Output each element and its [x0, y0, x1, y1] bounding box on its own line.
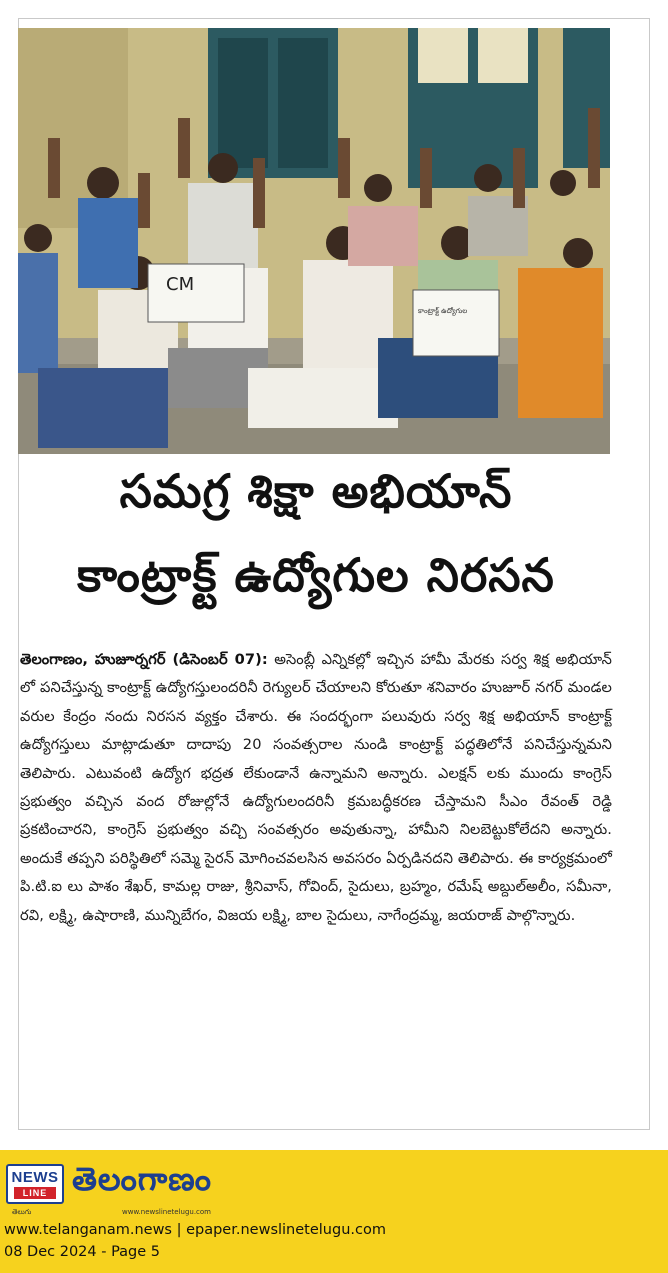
footer-website-links: www.telanganam.news | epaper.newslinetelugu.com: [4, 1222, 386, 1238]
logo-subtitle: తెలుగు: [12, 1208, 32, 1216]
article-dateline: తెలంగాణం, హుజూర్నగర్ (డిసెంబర్ 07):: [20, 651, 268, 668]
article-body: [20, 646, 612, 930]
article-text: అసెంబ్లీ ఎన్నికల్లో ఇచ్చిన హామీ మేరకు సర్వ శిక్ష అభియాన్ లో పనిచేస్తున్న కాంట్రాక్ట్ ఉద్యోగస్తులందరినీ రెగ్యులర్ చేయాలని కోరుతూ శనివారం హుజూర్ నగర్ మండల వరుల కేంద్రం నందు నిరసన వ్యక్తం చేశారు. ఈ సందర్భంగా పలువురు సర్వ శిక్ష అభియాన్ కాంట్రాక్ట్ ఉద్యోగస్తులు మాట్లాడుతూ దాదాపు 20 సంవత్సరాల నుండి కాంట్రాక్ట్ పద్ధతిలోనే పనిచేస్తున్నమని తెలిపారు. ఎటువంటి ఉద్యోగ భద్రత లేకుండానే ఉన్నామని అన్నారు. ఎలక్షన్ లకు ముందు కాంగ్రెస్ ప్రభుత్వం వచ్చిన వంద రోజుల్లోనే ఉద్యోగులందరినీ క్రమబద్ధీకరణ చేస్తామని సీఎం రేవంత్ రెడ్డి ప్రకటించారని, కాంగ్రెస్ ప్రభుత్వం వచ్చి సంవత్సరం అవుతున్నా, హామీని నిలబెట్టుకోలేదని అన్నారు. అందుకే తప్పని పరిస్థితిలో సమ్మె సైరన్ మోగించవలసిన అవసరం ఏర్పడినదని తెలిపారు. ఈ కార్యక్రమంలో పి.టి.ఐ లు పాశం శేఖర్, కామల్ల రాజు, శ్రీనివాస్, గోవింద్, సైదులు, బ్రహ్మం, రమేష్ అబ్దుల్అలీం, సమీనా, రవి, లక్ష్మి, ఉషారాణి, మున్నిబేగం, విజయ లక్ష్మి, బాల సైదులు, నాగేంద్రమ్మ, జయరాజ్ పాల్గొన్నారు.: [20, 651, 613, 924]
logo-news-text: NEWS: [11, 1169, 59, 1186]
placard-left-text: CM: [166, 274, 195, 295]
epaper-footer: [0, 1150, 668, 1273]
headline-line-1: సమగ్ర శిక్షా అభియాన్: [119, 464, 513, 518]
protest-photo: [18, 28, 610, 454]
headline-line-2: కాంట్రాక్ట్ ఉద్యోగుల నిరసన: [77, 548, 555, 602]
footer-date-page: 08 Dec 2024 - Page 5: [4, 1244, 161, 1260]
protest-photo-graphic: [18, 28, 610, 454]
telanganam-brand: తెలంగాణం: [72, 1160, 212, 1198]
brand-url: www.newslinetelugu.com: [122, 1208, 211, 1216]
placard-right-text: కాంట్రాక్ట్ ఉద్యోగుల: [418, 307, 468, 315]
logo-line-text: LINE: [14, 1187, 56, 1199]
newsline-logo: [6, 1164, 64, 1204]
